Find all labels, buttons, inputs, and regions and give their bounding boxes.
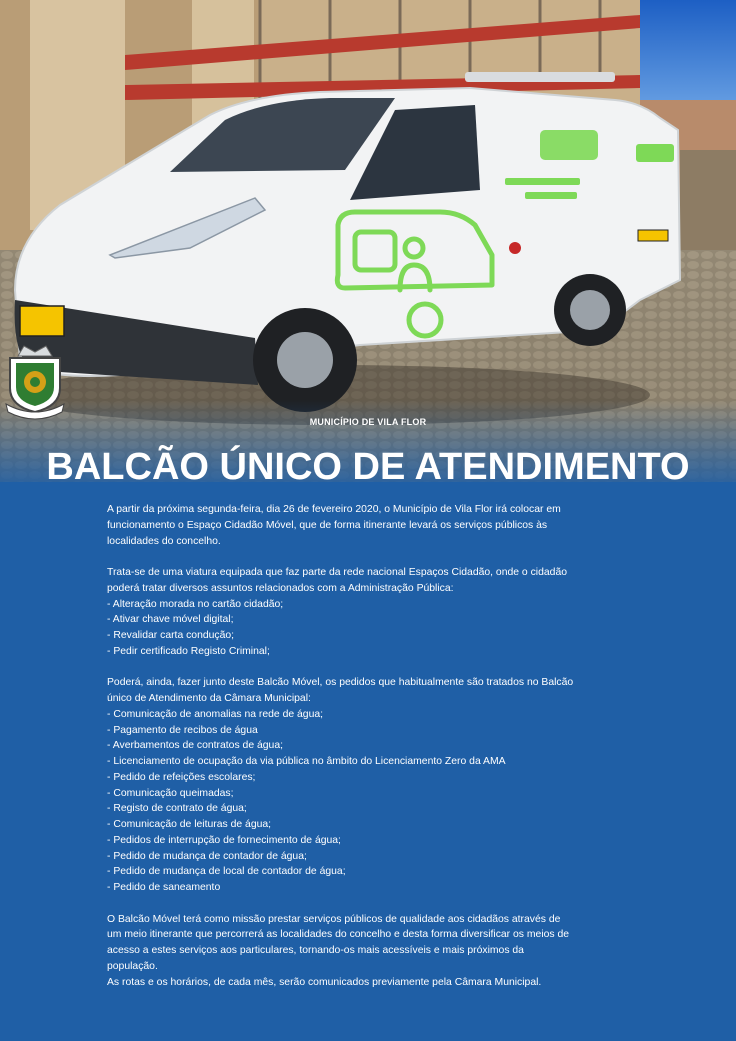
list-item: - Registo de contrato de água;	[107, 803, 247, 815]
announcement-body	[107, 502, 577, 1006]
hero-photo	[0, 0, 736, 482]
list-item: - Comunicação de anomalias na rede de água;	[107, 708, 324, 720]
list-item: - Comunicação queimadas;	[107, 787, 234, 799]
list-item: - Alteração morada no cartão cidadão;	[107, 598, 284, 610]
citizen-services-list	[107, 597, 577, 660]
list-item: - Pedidos de interrupção de fornecimento de água;	[107, 834, 341, 846]
list-item: - Licenciamento de ocupação da via pública no âmbito do Licenciamento Zero da AMA	[107, 756, 506, 767]
page-title: BALCÃO ÚNICO DE ATENDIMENTO	[46, 446, 690, 488]
list-item: - Pedir certificado Registo Criminal;	[107, 645, 270, 657]
routes-paragraph: As rotas e os horários, de cada mês, serão comunicados previamente pela Câmara Municipal.	[107, 976, 542, 988]
list-item: - Averbamentos de contratos de água;	[107, 740, 283, 752]
list-item: - Comunicação de leituras de água;	[107, 819, 272, 830]
list-item: - Ativar chave móvel digital;	[107, 614, 234, 626]
crest-icon	[0, 342, 70, 420]
services-intro-paragraph: Trata-se de uma viatura equipada que faz parte da rede nacional Espaços Cidadão, onde o cidadão poderá tratar diversos assuntos relacionados com a Administração Pública:	[107, 567, 567, 594]
list-item: - Pagamento de recibos de água	[107, 724, 258, 736]
municipal-services-list	[107, 707, 577, 896]
list-item: - Pedido de mudança de contador de água;	[107, 850, 307, 862]
mission-paragraph: O Balcão Móvel terá como missão prestar serviços públicos de qualidade aos cidadãos através de um meio itinerante que percorrerá as localidades do concelho e desta forma diversificar os meios de acesso a estes serviços aos particulares, tornando-os mais acessíveis e mais próximos da população.	[107, 913, 570, 972]
list-item: - Revalidar carta condução;	[107, 630, 235, 641]
list-item: - Pedido de mudança de local de contador de água;	[107, 866, 346, 878]
municipal-crest	[0, 342, 736, 420]
intro-paragraph: A partir da próxima segunda-feira, dia 26 de fevereiro 2020, o Município de Vila Flor irá colocar em funcionamento o Espaço Cidadão Móvel, que de forma itinerante levará os serviços públicos às localidades do concelho.	[107, 504, 561, 547]
list-item: - Pedido de saneamento	[107, 882, 221, 893]
list-item: - Pedido de refeições escolares;	[107, 771, 256, 783]
municipality-name: MUNICÍPIO DE VILA FLOR	[309, 417, 427, 427]
municipal-services-intro-paragraph: Poderá, ainda, fazer junto deste Balcão Móvel, os pedidos que habitualmente são tratados no Balcão único de Atendimento da Câmara Municipal:	[107, 677, 574, 704]
